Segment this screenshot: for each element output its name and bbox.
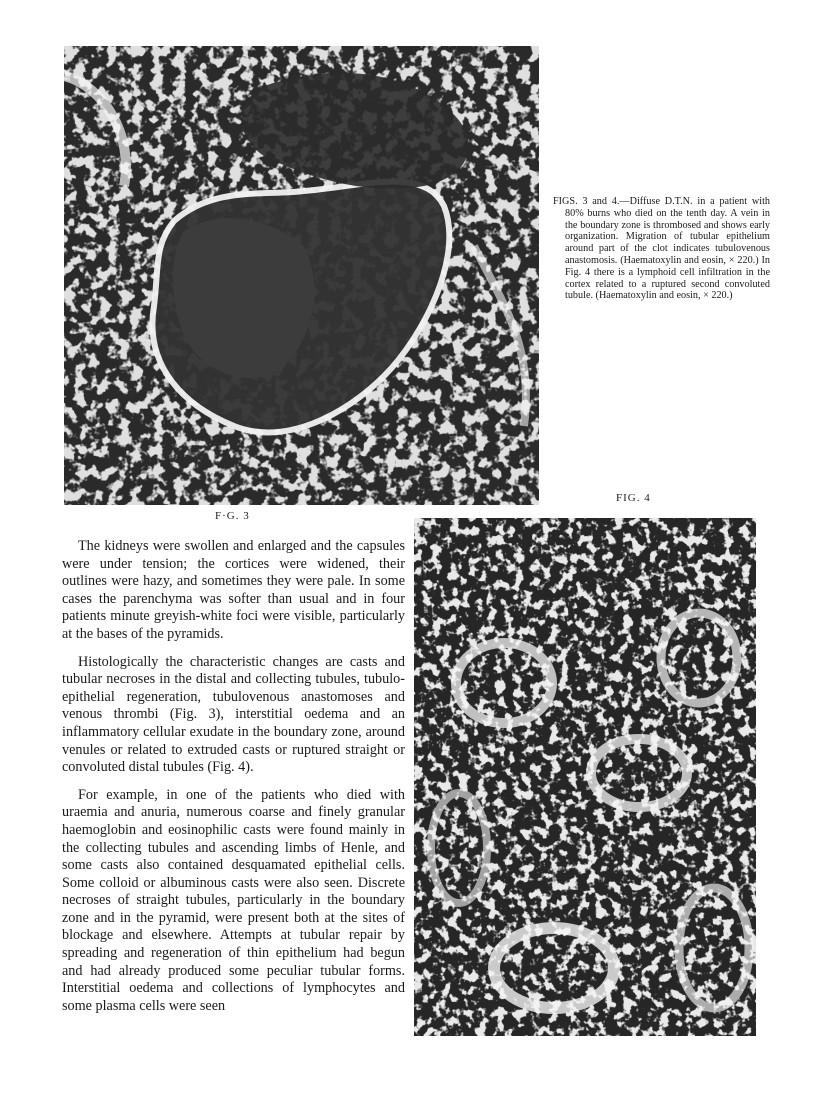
- figure-3-image: [64, 46, 539, 505]
- body-text: [62, 538, 405, 1025]
- figure-4-label: FIG. 4: [616, 492, 651, 504]
- figure-3-micrograph: [64, 46, 539, 505]
- paragraph-2: Histologically the characteristic changes are casts and tubular necroses in the distal and collecting tubules, tubulo-epithelial regeneration, tubulovenous anastomoses and venous thrombi (Fig. 3), interstitial oedema and an inflammatory cellular exudate in the boundary zone, around venules or related to extruded casts or ruptured straight or convoluted distal tubules (Fig. 4).: [62, 653, 405, 776]
- paragraph-3: For example, in one of the patients who died with uraemia and anuria, numerous coarse and finely granular haemoglobin and eosinophilic casts were found mainly in the collecting tubules and ascending limbs of Henle, and some casts also contained desquamated epithelial cells. Some colloid or albuminous casts were also seen. Discrete necroses of straight tubules, particularly in the boundary zone and in the pyramid, were present both at the sites of blockage and elsewhere. Attempts at tubular repair by spreading and regeneration of thin epithelium had begun and had already produced some peculiar tubular forms. Interstitial oedema and collections of lymphocytes and some plasma cells were seen: [62, 786, 405, 1014]
- figure-4-micrograph: [414, 518, 756, 1036]
- figure-caption: FIGS. 3 and 4.—Diffuse D.T.N. in a patient with 80% burns who died on the tenth day. A vein in the boundary zone is thrombosed and shows early organization. Migration of tubular epithelium around part of the clot indicates tubulovenous anastomosis. (Haematoxylin and eosin, × 220.) In Fig. 4 there is a lymphoid cell infiltration in the cortex related to a ruptured second convoluted tubule. (Haematoxylin and eosin, × 220.): [553, 196, 770, 302]
- figure-4-image: [414, 518, 756, 1036]
- figure-3-label: F·G. 3: [215, 510, 250, 522]
- paragraph-1: The kidneys were swollen and enlarged and the capsules were under tension; the cortices were widened, their outlines were hazy, and sometimes they were pale. In some cases the parenchyma was softer than usual and in four patients minute greyish-white foci were visible, particularly at the bases of the pyramids.: [62, 538, 405, 642]
